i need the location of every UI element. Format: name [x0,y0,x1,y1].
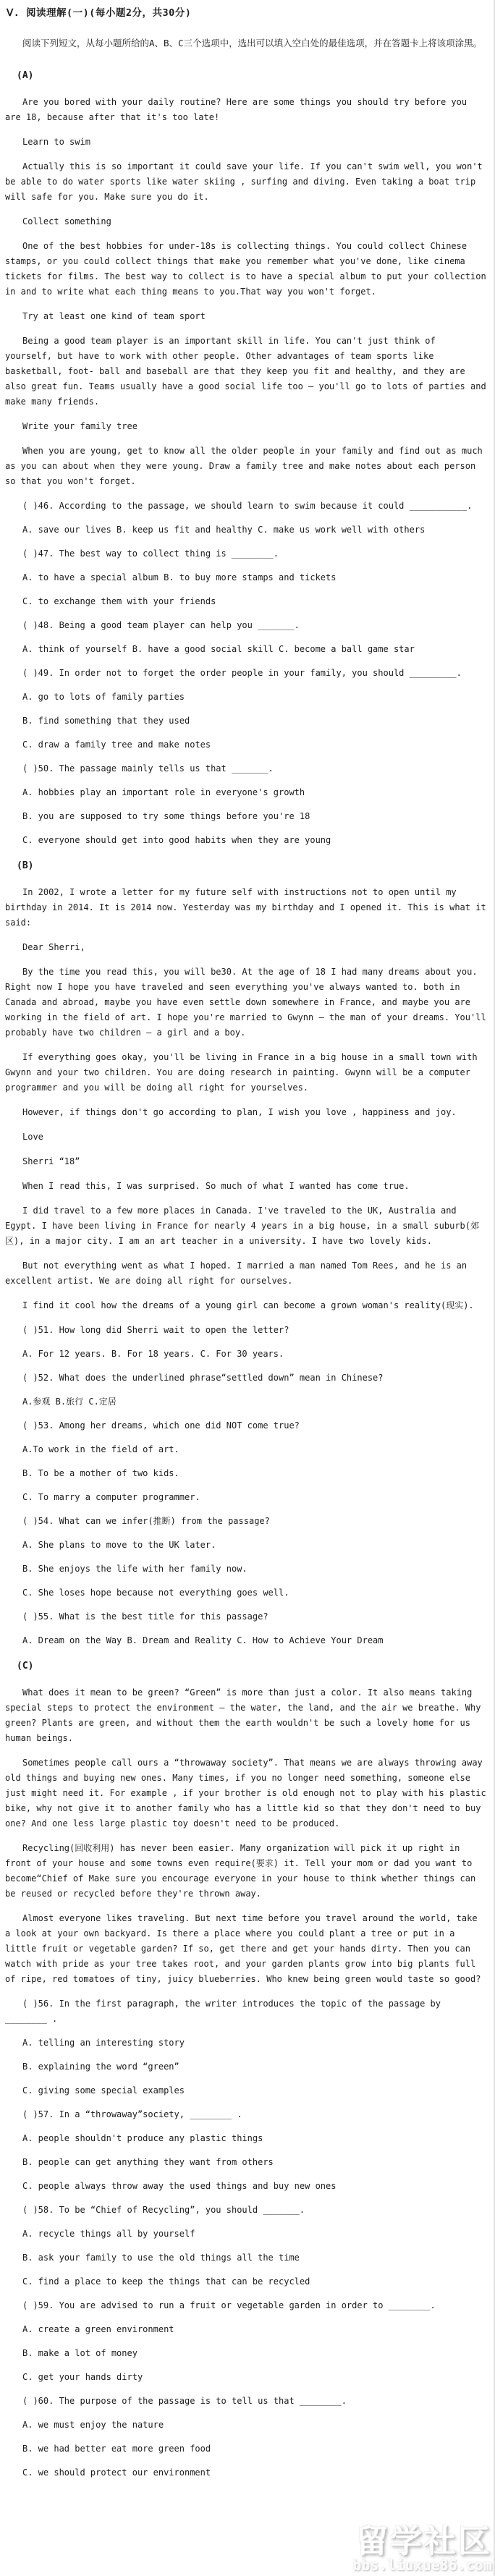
section-label: (A) [17,70,34,81]
option-line: C. get your hands dirty [22,2372,143,2382]
option-line: B. explaining the word “green” [22,2062,179,2072]
passage-paragraph: In 2002, I wrote a letter for my future self with instructions not to open until my birthday in 2014. It is 2014 now. Yesterday was my birthday and I opened it. This is what it said: [5,887,486,928]
section-instruction: 阅读下列短文，从每小题所给的A、B、C三个选项中，选出可以填入空白处的最佳选项，并在答题卡上将该项涂黑。 [22,38,483,48]
question-line: ( )57. In a “throwaway”society, ________ . [22,2109,242,2119]
option-line: B. we had better eat more green food [22,2444,211,2454]
option-line: B. ask your family to use the old things all the time [22,2253,300,2263]
question-line: ( )55. What is the best title for this passage? [22,1611,268,1622]
section-label: (B) [17,860,34,871]
passage-paragraph: When I read this, I was surprised. So much of what I wanted has come true. [22,1181,410,1191]
question-line: ( )54. What can we infer(推断) from the passage? [22,1516,270,1526]
option-line: A. save our lives B. keep us fit and healthy C. make us work well with others [22,525,426,535]
watermark-url-text: bbs.liuxue86.com [352,2556,492,2574]
question-line: ( )56. In the first paragraph, the writer introduces the topic of the passage by ________ . [5,1999,441,2024]
question-line: ( )47. The best way to collect thing is ________. [22,548,279,559]
passage-paragraph: Actually this is so important it could save your life. If you can't swim well, you won't be able to do water sports like water skiing , surfing and diving. Even taking a boat trip will safe for you. Make sure you do it. [5,161,483,202]
watermark-logo-text: 留学社区 [356,2523,492,2560]
passage-paragraph: Learn to swim [22,137,90,147]
option-line: C. people always throw away the used things and buy new ones [22,2181,337,2191]
passage-paragraph: Try at least one kind of team sport [22,311,206,321]
question-line: ( )49. In order not to forget the order people in your family, you should _________. [22,668,462,678]
option-line: A. She plans to move to the UK later. [22,1540,216,1550]
option-line: A. to have a special album B. to buy more stamps and tickets [22,572,337,582]
passage-paragraph: When you are young, get to know all the older people in your family and find out as much as you can about when they were young. Draw a family tree and make notes about each person so that you won't forget. [5,446,483,486]
passage-paragraph: Write your family tree [22,421,138,431]
option-line: B. find something that they used [22,716,190,726]
option-line: A. Dream on the Way B. Dream and Reality C. How to Achieve Your Dream [22,1635,384,1645]
option-line: C. we should protect our environment [22,2467,211,2478]
option-line: A. For 12 years. B. For 18 years. C. For 30 years. [22,1349,284,1359]
question-line: ( )53. Among her dreams, which one did NOT come true? [22,1420,300,1431]
option-line: A. recycle things all by yourself [22,2229,195,2239]
document-body [5,68,486,2480]
option-line: C. She loses hope because not everything goes well. [22,1588,289,1598]
passage-paragraph: One of the best hobbies for under-18s is collecting things. You could collect Chinese stamps, or you could collect things that make you remember what you've done, like cinema tickets for films. The best way to collect is to have a special album to put your collection in and to write what each thing means to you.That way you won't forget. [5,241,486,297]
passage-paragraph: I did travel to a few more places in Canada. I've traveled to the UK, Australia and Egypt. I have been living in France for nearly 4 years in a big house, in a small suburb(郊区), in a major city. I am an art teacher in a university. I have two lovely kids. [5,1206,479,1246]
option-line: A.To work in the field of art. [22,1444,179,1454]
option-line: A.参观 B.旅行 C.定居 [22,1397,117,1407]
option-line: A. we must enjoy the nature [22,2420,164,2430]
option-line: A. go to lots of family parties [22,692,185,702]
passage-paragraph: By the time you read this, you will be30. At the age of 18 I had many dreams about you. Right now I hope you have traveled and seen everything you've always wanted to. both in Canada and abroad, maybe you have even settle down somewhere in France, and maybe you are working in the field of art. I hope you're married to Gwynn — the man of your dreams. You'll probably have two children — a girl and a boy. [5,967,486,1038]
option-line: A. create a green environment [22,2324,174,2334]
option-line: B. She enjoys the life with her family now. [22,1564,248,1574]
question-line: ( )48. Being a good team player can help you _______. [22,620,300,630]
option-line: B. To be a mother of two kids. [22,1468,179,1478]
passage-paragraph: However, if things don't go according to plan, I wish you love , happiness and joy. [22,1107,457,1117]
option-line: C. find a place to keep the things that can be recycled [22,2276,310,2287]
passage-paragraph: Dear Sherri, [22,942,85,952]
question-line: ( )51. How long did Sherri wait to open the letter? [22,1325,289,1335]
passage-paragraph: Collect something [22,216,111,226]
passage-paragraph: What does it mean to be green? “Green” is more than just a color. It also means taking special steps to protect the environment — the water, the land, and the air we breathe. Why green? Plants are green, and without them the earth wouldn't be such a lovely home for us human beings. [5,1687,481,1743]
option-line: C. everyone should get into good habits when they are young [22,835,331,845]
option-line: A. hobbies play an important role in everyone's growth [22,787,305,797]
option-line: C. giving some special examples [22,2085,185,2096]
passage-paragraph: Love [22,1132,43,1142]
question-line: ( )50. The passage mainly tells us that _______. [22,763,274,774]
passage-paragraph: Sometimes people call ours a “throwaway society”. That means we are always throwing away old things and buying new ones. Many times, if you no longer need something, someone else just might need it. For example , if your brother is old enough not to play with his plastic bike, why not give it to another family who has a little kid so that they don't need to buy one? And one less large plastic toy doesn't need to be produced. [5,1758,486,1829]
section-heading: Ⅴ. 阅读理解(一)(每小题2分，共30分) [7,7,192,19]
passage-paragraph: Are you bored with your daily routine? Here are some things you should try before you are 18, because after that it's too late! [5,97,468,122]
passage-paragraph: Sherri “18” [22,1156,80,1166]
section-label: (C) [17,1661,34,1672]
option-line: B. make a lot of money [22,2348,138,2358]
option-line: C. draw a family tree and make notes [22,740,211,750]
option-line: A. telling an interesting story [22,2038,185,2048]
question-line: ( )60. The purpose of the passage is to tell us that ________. [22,2396,347,2406]
option-line: B. you are supposed to try some things before you're 18 [22,811,310,821]
passage-paragraph: Recycling(回收利用) has never been easier. Many organization will pick it up right in front of your house and some towns even require(要求) it. Tell your mom or dad you want to become“Chief of Make sure you encourage everyone in your house to think whether things can be reused or recycled before they're thrown away. [5,1843,476,1899]
option-line: A. think of yourself B. have a good social skill C. become a ball game star [22,644,415,654]
passage-paragraph: I find it cool how the dreams of a young girl can become a grown woman's reality(现实). [22,1300,474,1310]
option-line: B. people can get anything they want from others [22,2157,274,2167]
option-line: C. to exchange them with your friends [22,596,216,606]
passage-paragraph: Almost everyone likes traveling. But next time before you travel around the world, take a look at your own backyard. Is there a place where you could plant a tree or put in a little fruit or vegetable garden? If so, get there and get your hands dirty. Then you can watch with pride as your tree takes root, and your garden plants grow into big plants full of ripe, red tomatoes of tiny, juicy blueberries. Who knew being green would taste so good? [5,1913,481,1984]
passage-paragraph: But not everything went as what I hoped. I married a man named Tom Rees, and he is an excellent artist. We are doing all right for ourselves. [5,1261,468,1286]
question-line: ( )58. To be “Chief of Recycling”, you should _______. [22,2205,305,2215]
question-line: ( )46. According to the passage, we should learn to swim because it could ___________. [22,501,473,511]
question-line: ( )52. What does the underlined phrase“settled down” mean in Chinese? [22,1373,384,1383]
option-line: A. people shouldn't produce any plastic things [22,2133,263,2143]
question-line: ( )59. You are advised to run a fruit or vegetable garden in order to ________. [22,2300,436,2310]
passage-paragraph: If everything goes okay, you'll be living in France in a big house in a small town with Gwynn and your two children. You are doing research in painting. Gwynn will be a computer programmer and you will be doing all right for yourselves. [5,1052,478,1093]
option-line: C. To marry a computer programmer. [22,1492,200,1502]
passage-paragraph: Being a good team player is an important skill in life. You can't just think of yourself, but have to work with other people. Other advantages of team sports like basketball, foot- ball and baseball are that they keep you fit and healthy, and they are also great fun. Teams usually have a good social life too — you'll go to lots of parties and make many friends. [5,336,486,407]
